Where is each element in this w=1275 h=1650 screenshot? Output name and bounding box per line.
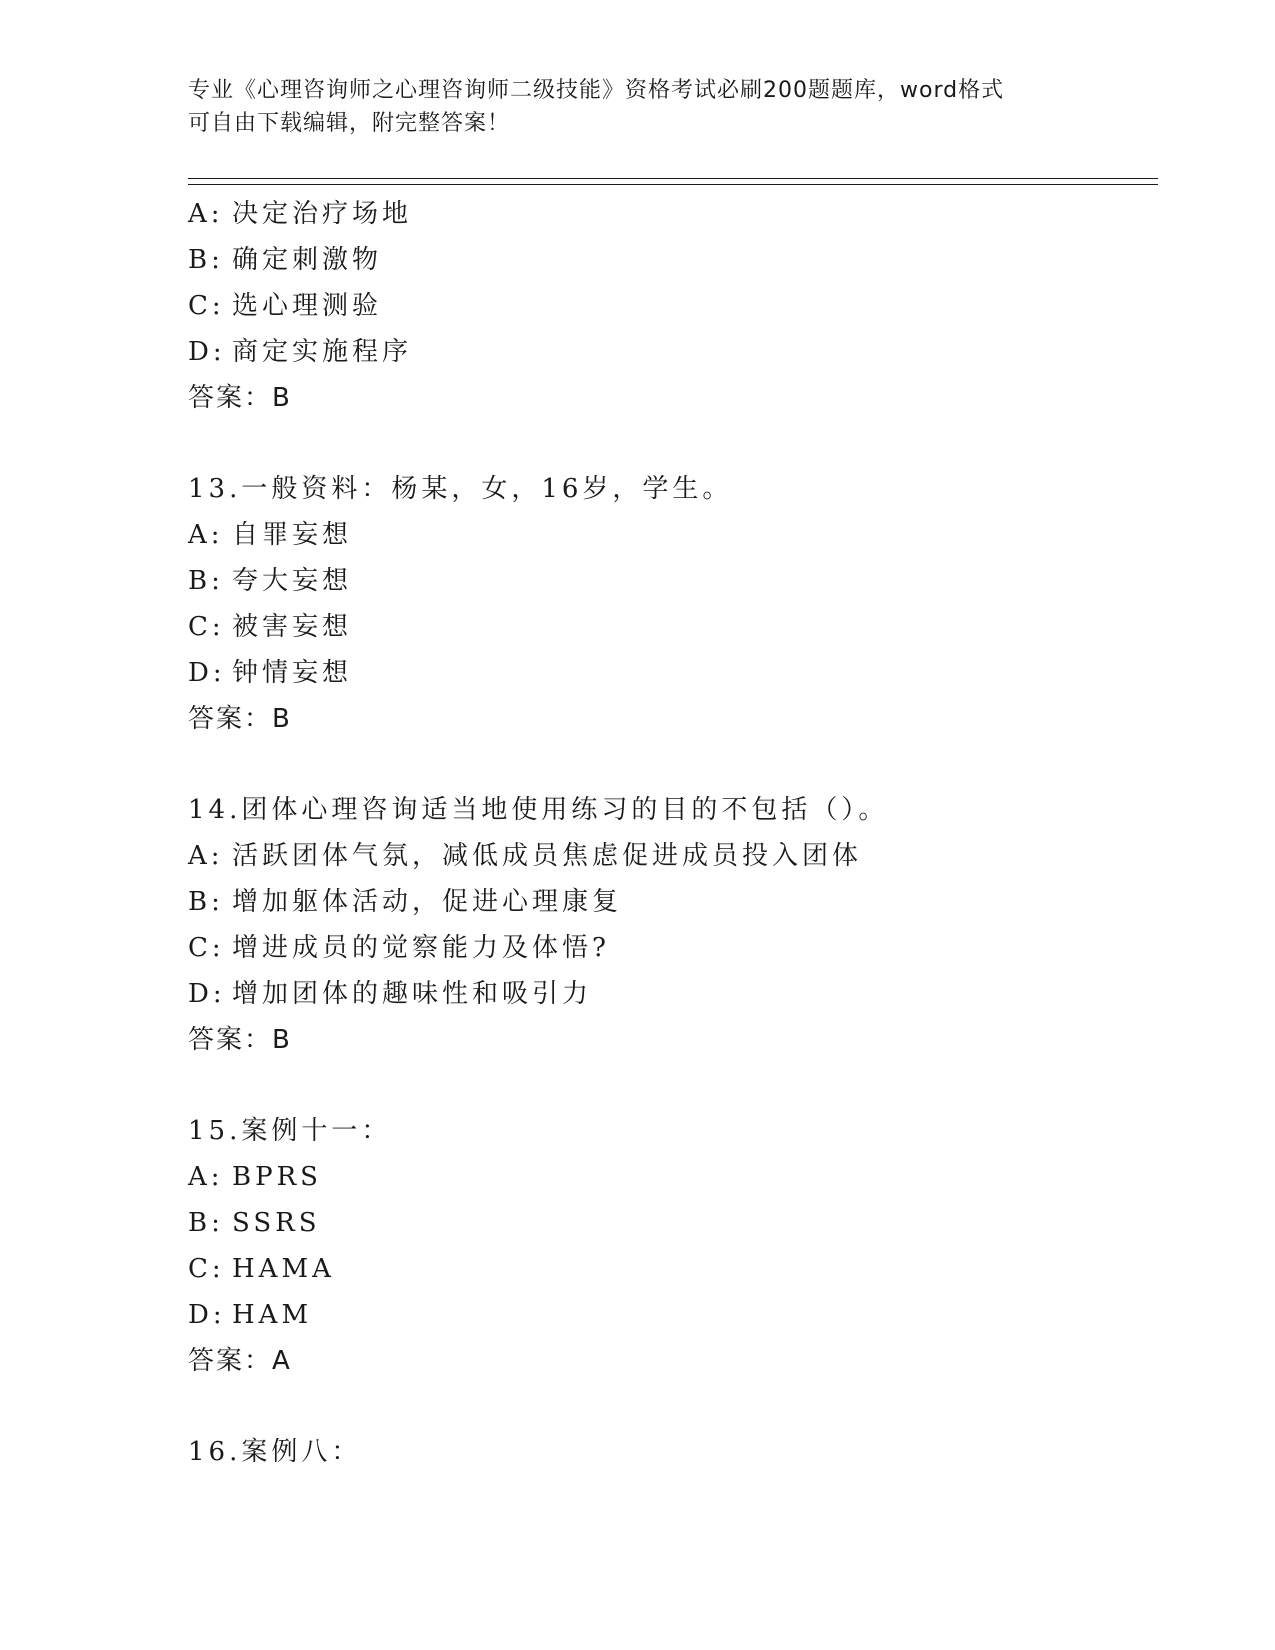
option-d: D: 商定实施程序 [188, 337, 413, 367]
question-text: 13.一般资料：杨某，女，16岁，学生。 [188, 474, 733, 504]
question-list [188, 191, 1168, 1475]
header-line-2: 可自由下载编辑，附完整答案！ [188, 111, 511, 136]
option-b: B: 增加躯体活动，促进心理康复 [188, 887, 623, 917]
answer-line: 答案：B [188, 704, 292, 734]
answer-line: 答案：B [188, 383, 292, 413]
answer-line: 答案：A [188, 1346, 292, 1376]
option-c: C: 增进成员的觉察能力及体悟? [188, 933, 610, 963]
option-a: A: 活跃团体气氛，减低成员焦虑促进成员投入团体 [188, 841, 863, 871]
question-block-14 [188, 787, 1168, 1063]
question-block-15 [188, 1108, 1168, 1384]
question-block-13 [188, 466, 1168, 742]
question-text: 16.案例八： [188, 1437, 362, 1467]
option-a: A: BPRS [188, 1162, 322, 1192]
question-block-12 [188, 191, 1168, 421]
option-b: B: 确定刺激物 [188, 245, 383, 275]
option-a: A: 决定治疗场地 [188, 199, 413, 229]
option-b: B: SSRS [188, 1208, 321, 1238]
document-header [188, 74, 1088, 140]
option-d: D: HAM [188, 1300, 313, 1330]
question-block-16 [188, 1429, 1168, 1475]
option-c: C: 被害妄想 [188, 612, 353, 642]
header-divider-top [188, 178, 1158, 179]
option-d: D: 钟情妄想 [188, 658, 353, 688]
header-line-1: 专业《心理咨询师之心理咨询师二级技能》资格考试必刷200题题库，word格式 [188, 78, 1005, 103]
option-d: D: 增加团体的趣味性和吸引力 [188, 979, 593, 1009]
option-b: B: 夸大妄想 [188, 566, 353, 596]
option-c: C: HAMA [188, 1254, 335, 1284]
question-text: 15.案例十一： [188, 1116, 392, 1146]
header-divider-bottom [188, 184, 1158, 185]
option-a: A: 自罪妄想 [188, 520, 353, 550]
question-text: 14.团体心理咨询适当地使用练习的目的不包括（）。 [188, 795, 889, 825]
option-c: C: 选心理测验 [188, 291, 383, 321]
answer-line: 答案：B [188, 1025, 292, 1055]
